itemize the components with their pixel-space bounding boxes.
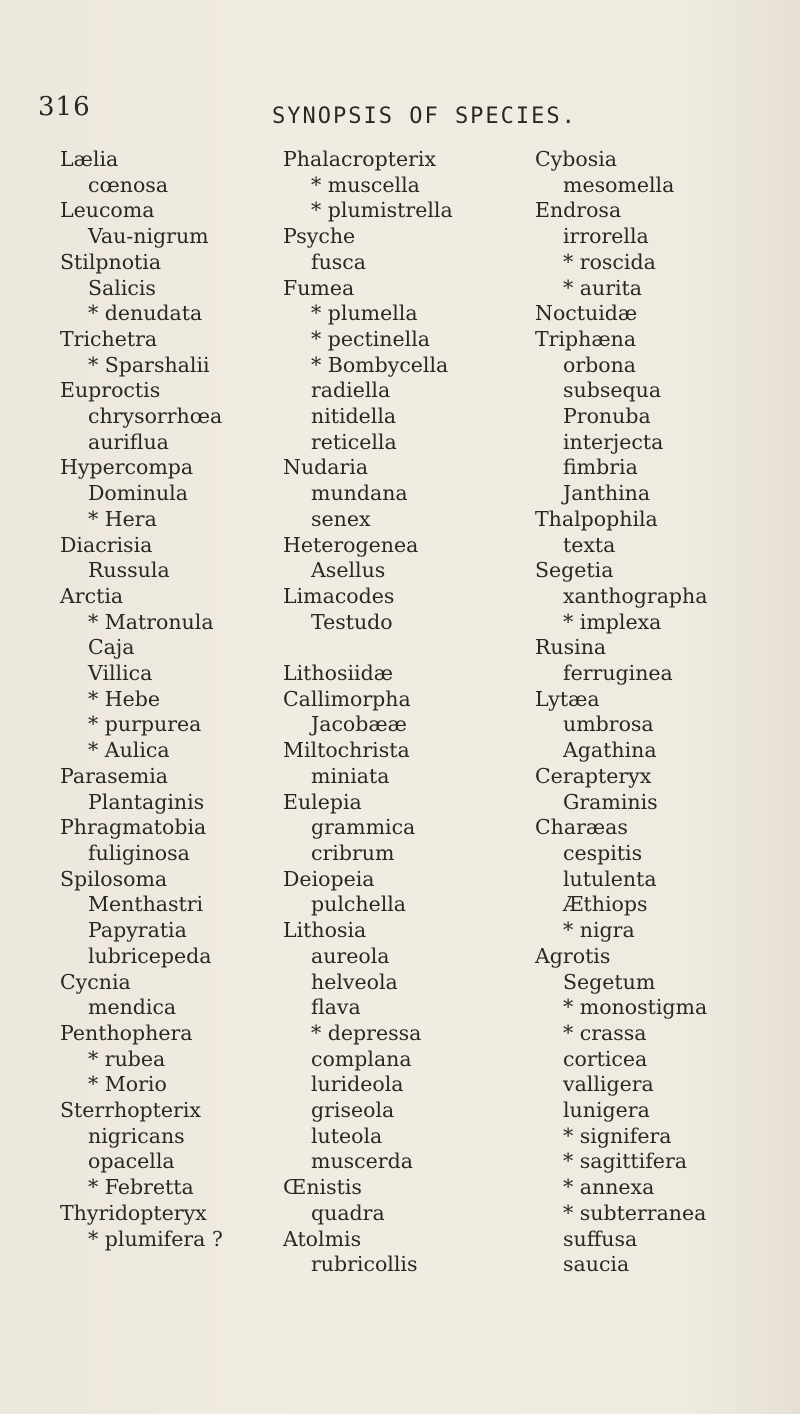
species-name: Janthina bbox=[563, 481, 651, 506]
genus-name: Charæas bbox=[535, 815, 628, 840]
species-name: subsequa bbox=[563, 378, 662, 403]
species-name: Æthiops bbox=[563, 892, 648, 917]
genus-name: Eulepia bbox=[283, 789, 362, 814]
species-name: fuliginosa bbox=[88, 840, 190, 865]
genus-name: Noctuidæ bbox=[535, 301, 638, 326]
species-name: grammica bbox=[311, 815, 416, 840]
species-name: * Hebe bbox=[88, 686, 161, 711]
genus-name: Trichetra bbox=[60, 326, 158, 351]
genus-name: Hypercompa bbox=[60, 455, 194, 480]
species-name: Testudo bbox=[311, 609, 393, 634]
species-name: * annexa bbox=[563, 1175, 655, 1200]
genus-name: Phragmatobia bbox=[60, 815, 207, 840]
genus-name: Psyche bbox=[283, 224, 356, 249]
genus-name: Callimorpha bbox=[283, 686, 411, 711]
genus-name: Lithosia bbox=[283, 918, 367, 943]
species-name: lunigera bbox=[563, 1098, 650, 1123]
species-name: pulchella bbox=[311, 892, 407, 917]
genus-name: Nudaria bbox=[283, 455, 369, 480]
species-name: * nigra bbox=[563, 918, 635, 943]
genus-name: Lithosiidæ bbox=[283, 661, 393, 686]
species-name: cribrum bbox=[311, 840, 395, 865]
species-name: suffusa bbox=[563, 1226, 638, 1251]
species-name: * plumifera ? bbox=[88, 1226, 223, 1251]
species-name: lurideola bbox=[311, 1072, 404, 1097]
species-name: reticella bbox=[311, 429, 397, 454]
genus-name: Stilpnotia bbox=[60, 249, 162, 274]
species-name: Agathina bbox=[563, 738, 657, 763]
genus-name: Œnistis bbox=[283, 1175, 362, 1200]
genus-name: Agrotis bbox=[535, 943, 611, 968]
genus-name: Thalpophila bbox=[535, 506, 658, 531]
genus-name: Atolmis bbox=[283, 1226, 362, 1251]
genus-name: Parasemia bbox=[60, 763, 168, 788]
genus-name: Triphæna bbox=[535, 326, 637, 351]
species-name: aureola bbox=[311, 943, 390, 968]
species-name: flava bbox=[311, 995, 361, 1020]
species-name: orbona bbox=[563, 352, 637, 377]
species-column-1 bbox=[60, 147, 223, 1252]
page-number: 316 bbox=[38, 92, 91, 122]
species-name: * Aulica bbox=[88, 738, 170, 763]
genus-name: Lælia bbox=[60, 147, 119, 171]
genus-name: Rusina bbox=[535, 635, 607, 660]
species-name: Russula bbox=[88, 558, 170, 583]
species-name: * Febretta bbox=[88, 1175, 194, 1200]
blank-line bbox=[283, 635, 453, 661]
species-name: muscerda bbox=[311, 1149, 413, 1174]
species-name: Papyratia bbox=[88, 918, 187, 943]
species-name: * Matronula bbox=[88, 609, 214, 634]
species-name: * aurita bbox=[563, 275, 643, 300]
species-name: complana bbox=[311, 1046, 412, 1071]
species-name: * crassa bbox=[563, 1020, 647, 1045]
species-name: xanthographa bbox=[563, 583, 708, 608]
genus-name: Cybosia bbox=[535, 147, 618, 171]
species-name: auriflua bbox=[88, 429, 169, 454]
species-name: ferruginea bbox=[563, 661, 673, 686]
genus-name: Cycnia bbox=[60, 969, 131, 994]
species-name: Caja bbox=[88, 635, 135, 660]
species-name: * monostigma bbox=[563, 995, 708, 1020]
genus-name: Thyridopteryx bbox=[60, 1200, 207, 1225]
species-name: Segetum bbox=[563, 969, 656, 994]
species-name: fusca bbox=[311, 249, 367, 274]
species-name: * pectinella bbox=[311, 326, 430, 351]
species-name: mundana bbox=[311, 481, 408, 506]
species-name: corticea bbox=[563, 1046, 648, 1071]
genus-name: Phalacropterix bbox=[283, 147, 437, 171]
genus-name: Cerapteryx bbox=[535, 763, 652, 788]
species-name: nitidella bbox=[311, 404, 397, 429]
species-name: lutulenta bbox=[563, 866, 657, 891]
genus-name: Miltochrista bbox=[283, 738, 410, 763]
species-name: opacella bbox=[88, 1149, 175, 1174]
species-name: quadra bbox=[311, 1200, 385, 1225]
species-name: * rubea bbox=[88, 1046, 166, 1071]
species-name: Salicis bbox=[88, 275, 156, 300]
species-name: mendica bbox=[88, 995, 177, 1020]
species-name: chrysorrhœa bbox=[88, 404, 223, 429]
species-name: Jacobææ bbox=[311, 712, 407, 737]
genus-name: Lytæa bbox=[535, 686, 600, 711]
genus-name: Limacodes bbox=[283, 583, 395, 608]
species-name: Pronuba bbox=[563, 404, 651, 429]
species-name: luteola bbox=[311, 1123, 383, 1148]
species-name: Villica bbox=[88, 661, 153, 686]
species-name: * denudata bbox=[88, 301, 203, 326]
species-name: Graminis bbox=[563, 789, 658, 814]
species-column-2 bbox=[283, 147, 453, 1278]
genus-name: Spilosoma bbox=[60, 866, 168, 891]
genus-name: Segetia bbox=[535, 558, 614, 583]
genus-name: Arctia bbox=[60, 583, 124, 608]
species-name: * signifera bbox=[563, 1123, 672, 1148]
species-name: * Sparshalii bbox=[88, 352, 210, 377]
species-name: rubricollis bbox=[311, 1252, 418, 1277]
species-name: * plumella bbox=[311, 301, 418, 326]
species-name: cespitis bbox=[563, 840, 643, 865]
species-name: * purpurea bbox=[88, 712, 202, 737]
species-name: interjecta bbox=[563, 429, 664, 454]
species-name: umbrosa bbox=[563, 712, 654, 737]
species-name: miniata bbox=[311, 763, 390, 788]
species-name: Asellus bbox=[311, 558, 386, 583]
running-head: SYNOPSIS OF SPECIES. bbox=[272, 104, 577, 129]
species-name: irrorella bbox=[563, 224, 649, 249]
species-name: Menthastri bbox=[88, 892, 204, 917]
species-name: * roscida bbox=[563, 249, 656, 274]
species-name: * Hera bbox=[88, 506, 157, 531]
species-name: Vau-nigrum bbox=[88, 224, 209, 249]
genus-name: Fumea bbox=[283, 275, 355, 300]
species-name: * depressa bbox=[311, 1020, 422, 1045]
species-name: saucia bbox=[563, 1252, 630, 1277]
genus-name: Heterogenea bbox=[283, 532, 419, 557]
genus-name: Euproctis bbox=[60, 378, 161, 403]
species-name: mesomella bbox=[563, 172, 675, 197]
species-name: fimbria bbox=[563, 455, 638, 480]
genus-name: Sterrhopterix bbox=[60, 1098, 201, 1123]
species-name: * subterranea bbox=[563, 1200, 707, 1225]
species-column-3 bbox=[535, 147, 707, 1278]
species-name: lubricepeda bbox=[88, 943, 212, 968]
species-name: * plumistrella bbox=[311, 198, 453, 223]
species-name: Dominula bbox=[88, 481, 188, 506]
species-name: cœnosa bbox=[88, 172, 169, 197]
species-name: * Bombycella bbox=[311, 352, 449, 377]
genus-name: Diacrisia bbox=[60, 532, 153, 557]
species-name: valligera bbox=[563, 1072, 654, 1097]
species-name: nigricans bbox=[88, 1123, 185, 1148]
species-name: * implexa bbox=[563, 609, 662, 634]
species-name: helveola bbox=[311, 969, 398, 994]
genus-name: Endrosa bbox=[535, 198, 622, 223]
species-name: radiella bbox=[311, 378, 391, 403]
genus-name: Deiopeia bbox=[283, 866, 375, 891]
species-name: * sagittifera bbox=[563, 1149, 687, 1174]
species-name: * muscella bbox=[311, 172, 420, 197]
species-name: griseola bbox=[311, 1098, 395, 1123]
genus-name: Leucoma bbox=[60, 198, 155, 223]
species-name: Plantaginis bbox=[88, 789, 205, 814]
genus-name: Penthophera bbox=[60, 1020, 193, 1045]
species-name: * Morio bbox=[88, 1072, 167, 1097]
species-name: texta bbox=[563, 532, 616, 557]
species-name: senex bbox=[311, 506, 371, 531]
